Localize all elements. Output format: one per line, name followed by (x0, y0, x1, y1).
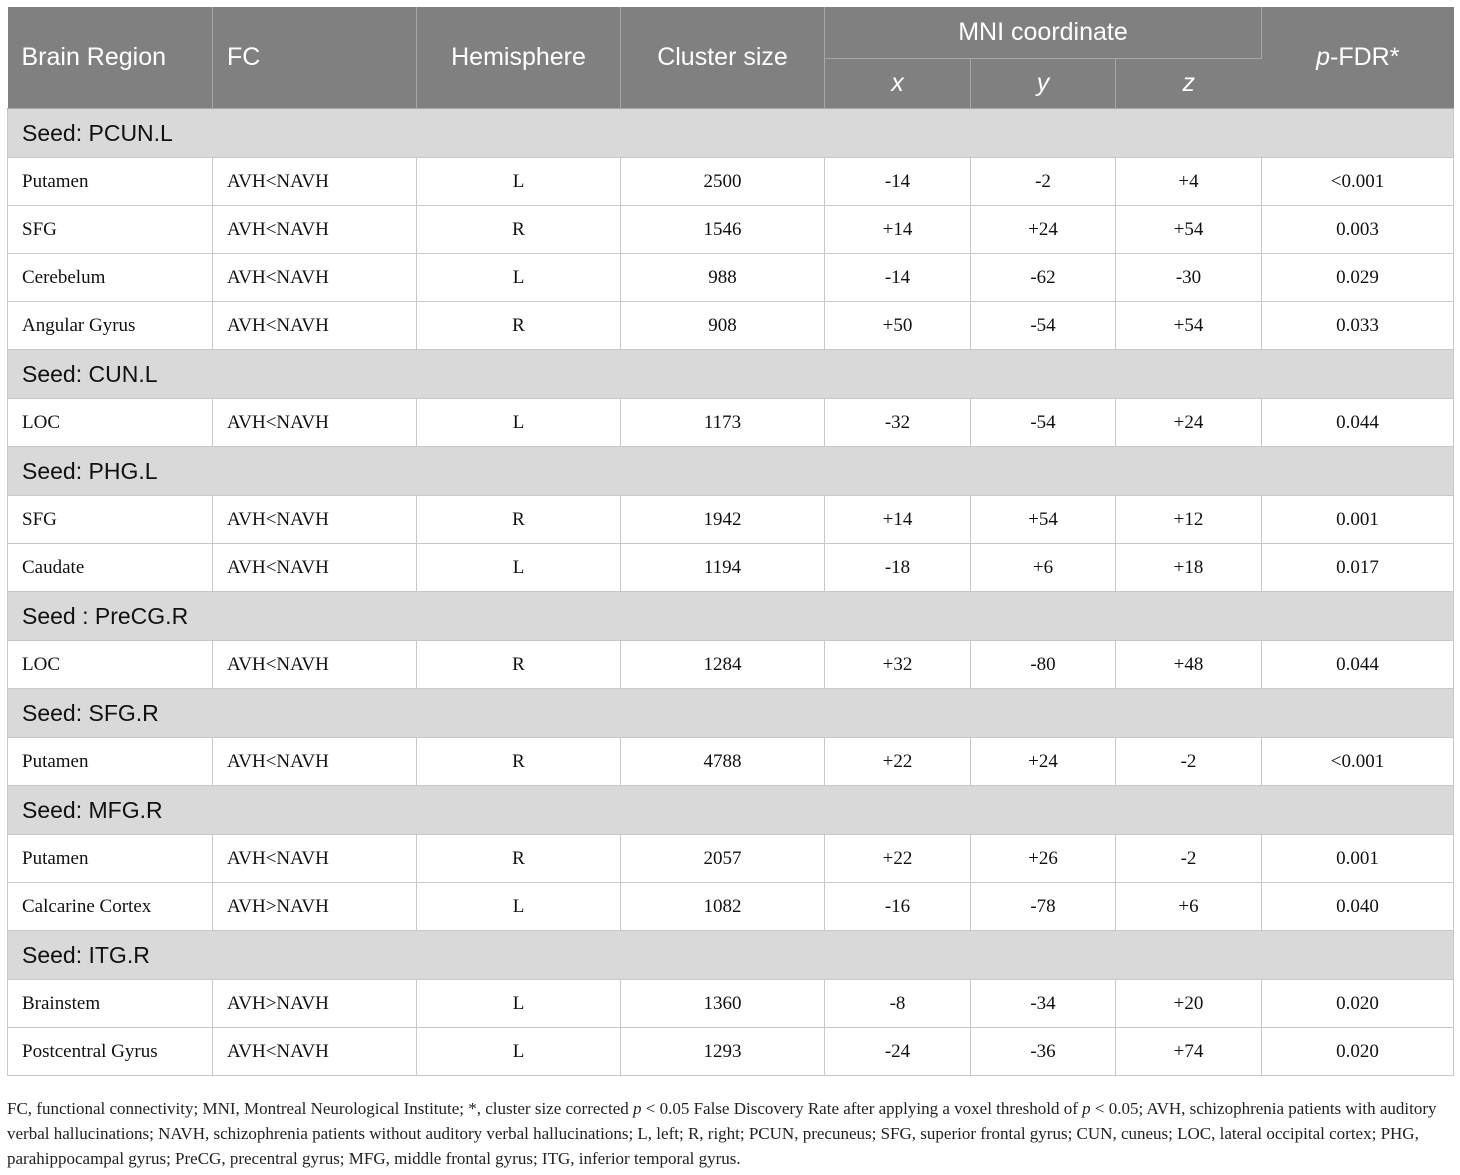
cell-y: +54 (971, 496, 1116, 544)
cell-hemisphere: R (417, 302, 621, 350)
cell-x: +14 (825, 206, 971, 254)
cell-hemisphere: L (417, 544, 621, 592)
cell-y: +24 (971, 738, 1116, 786)
header-brain-region: Brain Region (8, 7, 213, 109)
cell-fc: AVH<NAVH (213, 206, 417, 254)
table-row (8, 980, 1454, 1028)
cell-cluster-size: 1082 (621, 883, 825, 931)
seed-label: Seed : PreCG.R (8, 592, 1454, 641)
seed-label: Seed: ITG.R (8, 931, 1454, 980)
seed-label: Seed: CUN.L (8, 350, 1454, 399)
cell-cluster-size: 1173 (621, 399, 825, 447)
seed-label: Seed: SFG.R (8, 689, 1454, 738)
cell-x: +50 (825, 302, 971, 350)
cell-p-fdr: 0.044 (1262, 641, 1454, 689)
cell-z: +48 (1116, 641, 1262, 689)
cell-p-fdr: 0.020 (1262, 1028, 1454, 1076)
header-p-fdr-italic: p (1316, 43, 1330, 71)
footnote-p1: p (633, 1099, 642, 1118)
cell-z: +12 (1116, 496, 1262, 544)
results-table-container (7, 7, 1453, 1076)
table-row (8, 835, 1454, 883)
cell-hemisphere: L (417, 158, 621, 206)
seed-label: Seed: PCUN.L (8, 109, 1454, 158)
seed-label: Seed: MFG.R (8, 786, 1454, 835)
table-row (8, 206, 1454, 254)
cell-x: -8 (825, 980, 971, 1028)
cell-p-fdr: 0.020 (1262, 980, 1454, 1028)
cell-p-fdr: <0.001 (1262, 738, 1454, 786)
table-row (8, 1028, 1454, 1076)
seed-row (8, 592, 1454, 641)
cell-y: -80 (971, 641, 1116, 689)
header-cluster-size: Cluster size (621, 7, 825, 109)
table-header (8, 7, 1454, 109)
cell-z: +24 (1116, 399, 1262, 447)
cell-hemisphere: R (417, 738, 621, 786)
seed-row (8, 447, 1454, 496)
seed-row (8, 931, 1454, 980)
footnote-part2: < 0.05 False Discovery Rate after applying a voxel threshold of (641, 1099, 1083, 1118)
header-x: x (825, 59, 971, 109)
cell-y: +6 (971, 544, 1116, 592)
cell-z: -30 (1116, 254, 1262, 302)
cell-brain-region: Brainstem (8, 980, 213, 1028)
cell-z: +54 (1116, 302, 1262, 350)
cell-brain-region: Putamen (8, 835, 213, 883)
cell-fc: AVH<NAVH (213, 399, 417, 447)
cell-brain-region: LOC (8, 399, 213, 447)
cell-fc: AVH>NAVH (213, 980, 417, 1028)
seed-row (8, 109, 1454, 158)
cell-brain-region: SFG (8, 496, 213, 544)
cell-hemisphere: L (417, 254, 621, 302)
footnote-p2: p (1082, 1099, 1091, 1118)
cell-cluster-size: 1546 (621, 206, 825, 254)
table-row (8, 883, 1454, 931)
cell-y: -54 (971, 399, 1116, 447)
footnote-part3: < 0.05; AVH, schizophrenia patients with auditory verbal hallucinations; NAVH, schizophrenia patients without auditory verbal hallucinations; L, left; R, right; PCUN, precuneus; SFG, superior frontal gyrus; CUN, cuneus; LOC, lateral occipital cortex; PHG, parahippocampal gyrus; PreCG, precentral gyrus; MFG, middle frontal gyrus; ITG, inferior temporal gyrus. (7, 1099, 1437, 1168)
cell-cluster-size: 1194 (621, 544, 825, 592)
cell-hemisphere: L (417, 1028, 621, 1076)
cell-brain-region: Caudate (8, 544, 213, 592)
cell-cluster-size: 2500 (621, 158, 825, 206)
header-fc: FC (213, 7, 417, 109)
table-footnote (7, 1096, 1455, 1171)
table-row (8, 641, 1454, 689)
seed-row (8, 350, 1454, 399)
table-row (8, 738, 1454, 786)
cell-brain-region: LOC (8, 641, 213, 689)
cell-z: -2 (1116, 835, 1262, 883)
cell-fc: AVH<NAVH (213, 641, 417, 689)
seed-label: Seed: PHG.L (8, 447, 1454, 496)
cell-fc: AVH<NAVH (213, 302, 417, 350)
cell-fc: AVH<NAVH (213, 835, 417, 883)
cell-y: -62 (971, 254, 1116, 302)
cell-p-fdr: 0.033 (1262, 302, 1454, 350)
cell-p-fdr: 0.044 (1262, 399, 1454, 447)
cell-brain-region: Calcarine Cortex (8, 883, 213, 931)
cell-hemisphere: R (417, 641, 621, 689)
cell-brain-region: Cerebelum (8, 254, 213, 302)
cell-cluster-size: 988 (621, 254, 825, 302)
cell-brain-region: Postcentral Gyrus (8, 1028, 213, 1076)
table-row (8, 496, 1454, 544)
cell-hemisphere: R (417, 496, 621, 544)
header-y: y (971, 59, 1116, 109)
cell-p-fdr: 0.001 (1262, 835, 1454, 883)
cell-fc: AVH<NAVH (213, 158, 417, 206)
cell-x: -18 (825, 544, 971, 592)
cell-x: +22 (825, 738, 971, 786)
cell-p-fdr: 0.001 (1262, 496, 1454, 544)
cell-brain-region: Putamen (8, 738, 213, 786)
cell-hemisphere: R (417, 835, 621, 883)
cell-y: +24 (971, 206, 1116, 254)
cell-brain-region: SFG (8, 206, 213, 254)
header-p-fdr (1262, 7, 1454, 109)
cell-z: +54 (1116, 206, 1262, 254)
cell-y: -54 (971, 302, 1116, 350)
cell-z: +6 (1116, 883, 1262, 931)
cell-x: +32 (825, 641, 971, 689)
table-row (8, 302, 1454, 350)
cell-cluster-size: 4788 (621, 738, 825, 786)
header-p-fdr-rest: -FDR* (1330, 43, 1400, 71)
cell-hemisphere: L (417, 883, 621, 931)
cell-brain-region: Angular Gyrus (8, 302, 213, 350)
cell-y: -36 (971, 1028, 1116, 1076)
cell-fc: AVH<NAVH (213, 254, 417, 302)
cell-z: +18 (1116, 544, 1262, 592)
cell-cluster-size: 1360 (621, 980, 825, 1028)
cell-x: -32 (825, 399, 971, 447)
cell-cluster-size: 1293 (621, 1028, 825, 1076)
cell-brain-region: Putamen (8, 158, 213, 206)
cell-x: -24 (825, 1028, 971, 1076)
cell-fc: AVH<NAVH (213, 1028, 417, 1076)
cell-cluster-size: 1284 (621, 641, 825, 689)
seed-row (8, 786, 1454, 835)
table-body (8, 109, 1454, 1076)
cell-cluster-size: 908 (621, 302, 825, 350)
cell-y: +26 (971, 835, 1116, 883)
cell-z: +4 (1116, 158, 1262, 206)
table-row (8, 544, 1454, 592)
cell-hemisphere: R (417, 206, 621, 254)
cell-cluster-size: 1942 (621, 496, 825, 544)
cell-p-fdr: 0.017 (1262, 544, 1454, 592)
cell-fc: AVH<NAVH (213, 738, 417, 786)
cell-y: -34 (971, 980, 1116, 1028)
header-hemisphere: Hemisphere (417, 7, 621, 109)
table-row (8, 254, 1454, 302)
header-mni-coordinate: MNI coordinate (825, 7, 1262, 59)
cell-hemisphere: L (417, 980, 621, 1028)
cell-x: -14 (825, 254, 971, 302)
cell-z: -2 (1116, 738, 1262, 786)
cell-y: -78 (971, 883, 1116, 931)
footnote-part1: FC, functional connectivity; MNI, Montreal Neurological Institute; *, cluster size corrected (7, 1099, 633, 1118)
cell-fc: AVH<NAVH (213, 496, 417, 544)
cell-p-fdr: 0.003 (1262, 206, 1454, 254)
cell-z: +20 (1116, 980, 1262, 1028)
cell-cluster-size: 2057 (621, 835, 825, 883)
cell-p-fdr: 0.029 (1262, 254, 1454, 302)
table-row (8, 158, 1454, 206)
cell-y: -2 (971, 158, 1116, 206)
cell-hemisphere: L (417, 399, 621, 447)
cell-p-fdr: <0.001 (1262, 158, 1454, 206)
cell-fc: AVH>NAVH (213, 883, 417, 931)
cell-z: +74 (1116, 1028, 1262, 1076)
cell-x: -16 (825, 883, 971, 931)
cell-x: -14 (825, 158, 971, 206)
cell-p-fdr: 0.040 (1262, 883, 1454, 931)
cell-x: +14 (825, 496, 971, 544)
table-row (8, 399, 1454, 447)
cell-fc: AVH<NAVH (213, 544, 417, 592)
cell-x: +22 (825, 835, 971, 883)
header-z: z (1116, 59, 1262, 109)
seed-row (8, 689, 1454, 738)
fc-results-table (7, 7, 1454, 1076)
